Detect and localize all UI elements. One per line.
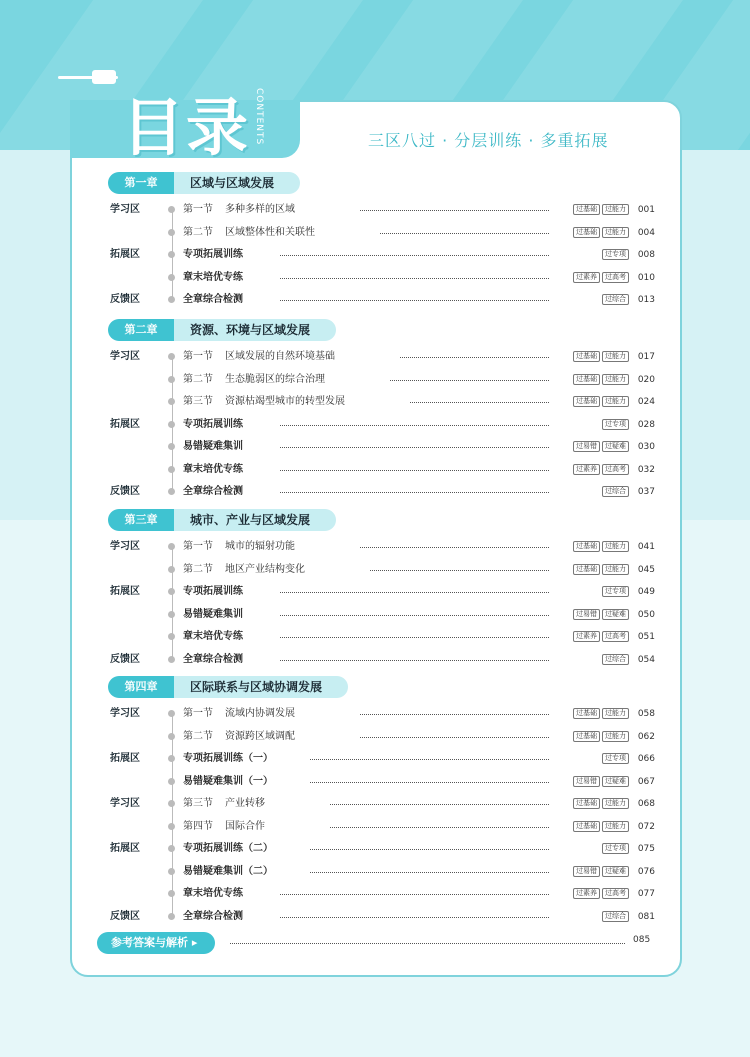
timeline-dot-icon: [168, 229, 175, 236]
zone-label: 拓展区: [110, 753, 140, 764]
page-number: 066: [637, 754, 655, 764]
toc-row[interactable]: [110, 818, 655, 836]
page-number: 067: [637, 776, 655, 787]
tag-group: [573, 464, 629, 476]
section-number: 第二节: [183, 730, 213, 742]
tag-group: [602, 294, 629, 306]
chapter-tab: 第二章: [108, 319, 174, 341]
level-tag: 过素养: [573, 888, 600, 899]
page-number: 081: [637, 911, 655, 922]
chapter-tab: 第四章: [108, 676, 174, 698]
section-label: [183, 863, 285, 881]
level-tag: 过基础: [573, 227, 600, 238]
level-tag: 过高考: [602, 464, 629, 475]
level-tag: 过基础: [573, 374, 600, 385]
dot-leader: [280, 637, 549, 638]
section-name: 多种多样的区域: [225, 204, 295, 215]
tag-group: [602, 419, 629, 431]
answer-page-number: 085: [633, 935, 651, 945]
toc-row[interactable]: [110, 348, 655, 366]
level-tag: 过素养: [573, 272, 600, 283]
section-label: [183, 840, 285, 858]
section-number: 第一节: [183, 708, 213, 719]
dot-leader: [410, 402, 549, 403]
dot-leader: [280, 615, 549, 616]
section-label: [183, 438, 255, 456]
page-number: 045: [637, 564, 655, 575]
zone-label: 学习区: [110, 204, 140, 215]
page-number: 024: [637, 397, 655, 407]
level-tag: 过高考: [602, 272, 629, 283]
section-name: 地区产业结构变化: [225, 563, 305, 575]
toc-row[interactable]: [110, 538, 655, 556]
tag-group: [573, 272, 629, 284]
toc-row[interactable]: [110, 583, 655, 601]
toc-row[interactable]: [110, 416, 655, 434]
dot-leader: [400, 357, 549, 358]
dot-leader: [280, 917, 549, 918]
page-number: 013: [637, 295, 655, 305]
level-tag: 过能力: [602, 564, 629, 575]
page-number: 050: [637, 609, 655, 620]
level-tag: 过能力: [602, 708, 629, 719]
section-label: [183, 628, 255, 646]
toc-row[interactable]: [110, 393, 655, 411]
dot-leader: [280, 894, 549, 895]
tag-group: [573, 609, 629, 621]
section-label: [183, 583, 255, 601]
zone-label: 拓展区: [110, 249, 140, 260]
section-number: 第四节: [183, 820, 213, 832]
tag-group: [602, 486, 629, 498]
tag-group: [602, 586, 629, 598]
section-label: [183, 750, 285, 768]
dot-leader: [310, 759, 549, 760]
section-label: [183, 705, 295, 723]
chapter-tab: 第三章: [108, 509, 174, 531]
level-tag: 过素养: [573, 631, 600, 642]
level-tag: 过综合: [602, 911, 629, 922]
tag-group: [573, 441, 629, 453]
answer-key-button[interactable]: 参考答案与解析 ▸: [97, 932, 215, 954]
section-number: 第三节: [183, 396, 213, 407]
section-label: [183, 606, 255, 624]
level-tag: 过素养: [573, 464, 600, 475]
level-tag: 过基础: [573, 731, 600, 742]
toc-row[interactable]: [110, 728, 655, 746]
timeline-dot-icon: [168, 296, 175, 303]
level-tag: 过疑难: [602, 609, 629, 620]
timeline-dot-icon: [168, 755, 175, 762]
zone-label: 拓展区: [110, 843, 140, 854]
toc-row[interactable]: [110, 438, 655, 456]
page-number: 028: [637, 419, 655, 430]
level-tag: 过高考: [602, 631, 629, 642]
timeline-dot-icon: [168, 611, 175, 618]
dot-leader: [280, 660, 549, 661]
chapter-title: 城市、产业与区域发展: [174, 509, 336, 531]
section-number: 专项拓展训练（一）: [183, 753, 273, 764]
tag-group: [573, 351, 629, 363]
section-label: [183, 561, 305, 579]
section-number: 专项拓展训练（二）: [183, 843, 273, 854]
toc-row[interactable]: [110, 863, 655, 881]
toc-row[interactable]: [110, 840, 655, 858]
toc-row[interactable]: [110, 908, 655, 926]
toc-row[interactable]: [110, 201, 655, 219]
toc-row[interactable]: [110, 651, 655, 669]
level-tag: 过综合: [602, 654, 629, 665]
toc-row[interactable]: [110, 628, 655, 646]
toc-row[interactable]: [110, 606, 655, 624]
timeline-dot-icon: [168, 488, 175, 495]
level-tag: 过基础: [573, 708, 600, 719]
timeline-dot-icon: [168, 421, 175, 428]
page-number: 076: [637, 866, 655, 877]
timeline-dot-icon: [168, 251, 175, 258]
section-number: 第二节: [183, 226, 213, 238]
page-number: 054: [637, 654, 655, 665]
section-name: 产业转移: [225, 798, 265, 809]
toc-row[interactable]: [110, 885, 655, 903]
page-title-en: CONTENTS: [254, 88, 264, 146]
section-label: [183, 246, 255, 264]
toc-row[interactable]: [110, 561, 655, 579]
zone-label: 反馈区: [110, 486, 140, 497]
dot-leader: [360, 714, 549, 715]
section-label: [183, 885, 255, 903]
level-tag: 过能力: [602, 351, 629, 362]
timeline-dot-icon: [168, 566, 175, 573]
level-tag: 过能力: [602, 541, 629, 552]
section-number: 专项拓展训练: [183, 418, 243, 430]
level-tag: 过能力: [602, 204, 629, 215]
tag-group: [602, 843, 629, 855]
section-number: 专项拓展训练: [183, 586, 243, 597]
dot-leader: [310, 782, 549, 783]
level-tag: 过基础: [573, 798, 600, 809]
level-tag: 过综合: [602, 294, 629, 305]
chapter-title: 区域与区域发展: [174, 172, 300, 194]
section-name: 区域整体性和关联性: [225, 226, 315, 238]
section-number: 第一节: [183, 204, 213, 215]
section-label: [183, 483, 255, 501]
tag-group: [573, 731, 629, 743]
section-label: [183, 291, 255, 309]
level-tag: 过高考: [602, 888, 629, 899]
section-number: 章末培优专练: [183, 888, 243, 899]
section-number: 第二节: [183, 373, 213, 385]
timeline-dot-icon: [168, 398, 175, 405]
chapter-title: 区际联系与区域协调发展: [174, 676, 348, 698]
dot-leader: [380, 233, 549, 234]
section-number: 第一节: [183, 541, 213, 552]
timeline-dot-icon: [168, 778, 175, 785]
section-number: 章末培优专练: [183, 271, 243, 283]
page-number: 010: [637, 272, 655, 283]
level-tag: 过能力: [602, 227, 629, 238]
dot-leader: [390, 380, 549, 381]
tag-group: [573, 396, 629, 408]
section-number: 全章综合检测: [183, 294, 243, 305]
toc-row[interactable]: [110, 795, 655, 813]
brand-logo-icon: [58, 70, 118, 84]
tag-group: [573, 821, 629, 833]
tag-group: [573, 631, 629, 643]
dot-leader: [280, 492, 549, 493]
tag-group: [602, 654, 629, 666]
page-number: 037: [637, 487, 655, 497]
tag-group: [602, 911, 629, 923]
zone-label: 学习区: [110, 708, 140, 719]
section-number: 第三节: [183, 798, 213, 809]
zone-label: 学习区: [110, 798, 140, 809]
level-tag: 过基础: [573, 396, 600, 407]
page-number: 017: [637, 352, 655, 362]
page-number: 072: [637, 821, 655, 832]
dot-leader: [360, 737, 549, 738]
toc-row[interactable]: [110, 246, 655, 264]
level-tag: 过疑难: [602, 776, 629, 787]
page-title: 目录: [122, 91, 251, 164]
section-name: 资源跨区域调配: [225, 730, 295, 742]
level-tag: 过基础: [573, 541, 600, 552]
dot-leader: [280, 255, 549, 256]
timeline-dot-icon: [168, 868, 175, 875]
timeline-dot-icon: [168, 588, 175, 595]
dot-leader: [280, 425, 549, 426]
level-tag: 过能力: [602, 821, 629, 832]
section-name: 生态脆弱区的综合治理: [225, 373, 325, 385]
level-tag: 过易错: [573, 866, 600, 877]
section-number: 专项拓展训练: [183, 249, 243, 260]
section-label: [183, 269, 255, 287]
page-number: 008: [637, 250, 655, 260]
chapter-tab: 第一章: [108, 172, 174, 194]
tag-group: [573, 708, 629, 720]
section-number: 第一节: [183, 351, 213, 362]
tag-group: [573, 204, 629, 216]
section-number: 第二节: [183, 563, 213, 575]
section-number: 易错疑难集训: [183, 608, 243, 620]
page-number: 077: [637, 889, 655, 899]
tag-group: [573, 541, 629, 553]
page-number: 051: [637, 632, 655, 642]
timeline-dot-icon: [168, 733, 175, 740]
timeline-dot-icon: [168, 633, 175, 640]
timeline-dot-icon: [168, 913, 175, 920]
section-number: 易错疑难集训（二）: [183, 865, 273, 877]
timeline-dot-icon: [168, 466, 175, 473]
level-tag: 过基础: [573, 204, 600, 215]
section-label: [183, 348, 335, 366]
tag-group: [573, 227, 629, 239]
timeline-dot-icon: [168, 800, 175, 807]
dot-leader: [330, 827, 549, 828]
timeline-dot-icon: [168, 656, 175, 663]
timeline-dot-icon: [168, 890, 175, 897]
level-tag: 过能力: [602, 731, 629, 742]
section-label: [183, 224, 315, 242]
toc-row[interactable]: [110, 483, 655, 501]
timeline-dot-icon: [168, 274, 175, 281]
section-name: 城市的辐射功能: [225, 541, 295, 552]
toc-row[interactable]: [110, 224, 655, 242]
page-number: 032: [637, 464, 655, 475]
dot-leader: [280, 592, 549, 593]
page-number: 062: [637, 731, 655, 742]
section-name: 流域内协调发展: [225, 708, 295, 719]
tag-group: [602, 753, 629, 765]
page-number: 049: [637, 587, 655, 597]
dot-leader: [230, 943, 625, 944]
page-number: 020: [637, 374, 655, 385]
timeline-dot-icon: [168, 376, 175, 383]
level-tag: 过易错: [573, 441, 600, 452]
timeline-dot-icon: [168, 823, 175, 830]
page-number: 075: [637, 844, 655, 854]
zone-label: 拓展区: [110, 586, 140, 597]
zone-label: 反馈区: [110, 653, 140, 665]
timeline-dot-icon: [168, 543, 175, 550]
section-number: 全章综合检测: [183, 653, 243, 665]
page-number: 068: [637, 799, 655, 809]
section-label: [183, 818, 265, 836]
timeline-dot-icon: [168, 206, 175, 213]
page-number: 041: [637, 542, 655, 552]
section-label: [183, 461, 255, 479]
section-number: 章末培优专练: [183, 631, 243, 642]
tag-group: [573, 374, 629, 386]
timeline-dot-icon: [168, 353, 175, 360]
section-number: 全章综合检测: [183, 910, 243, 922]
section-name: 资源枯竭型城市的转型发展: [225, 396, 345, 407]
section-label: [183, 651, 255, 669]
zone-label: 学习区: [110, 541, 140, 552]
section-label: [183, 371, 325, 389]
toc-row[interactable]: [110, 705, 655, 723]
section-label: [183, 416, 255, 434]
toc-row[interactable]: [110, 773, 655, 791]
dot-leader: [360, 547, 549, 548]
dot-leader: [360, 210, 549, 211]
level-tag: 过易错: [573, 776, 600, 787]
toc-row[interactable]: [110, 291, 655, 309]
timeline-dot-icon: [168, 845, 175, 852]
dot-leader: [330, 804, 549, 805]
toc-row[interactable]: [110, 750, 655, 768]
level-tag: 过专项: [602, 843, 629, 854]
tag-group: [573, 776, 629, 788]
page-number: 001: [637, 205, 655, 215]
page-number: 058: [637, 709, 655, 719]
toc-row[interactable]: [110, 371, 655, 389]
section-number: 易错疑难集训（一）: [183, 775, 273, 787]
dot-leader: [280, 470, 549, 471]
section-label: [183, 795, 265, 813]
level-tag: 过专项: [602, 753, 629, 764]
level-tag: 过疑难: [602, 441, 629, 452]
section-name: 国际合作: [225, 820, 265, 832]
page-number: 004: [637, 227, 655, 238]
dot-leader: [370, 570, 549, 571]
chapter-title: 资源、环境与区域发展: [174, 319, 336, 341]
level-tag: 过易错: [573, 609, 600, 620]
level-tag: 过专项: [602, 249, 629, 260]
zone-label: 反馈区: [110, 910, 140, 922]
level-tag: 过专项: [602, 586, 629, 597]
level-tag: 过综合: [602, 486, 629, 497]
section-label: [183, 538, 295, 556]
level-tag: 过专项: [602, 419, 629, 430]
dot-leader: [310, 849, 549, 850]
tag-group: [573, 866, 629, 878]
level-tag: 过基础: [573, 821, 600, 832]
zone-label: 反馈区: [110, 294, 140, 305]
toc-row[interactable]: [110, 461, 655, 479]
zone-label: 学习区: [110, 351, 140, 362]
tag-group: [573, 798, 629, 810]
timeline-dot-icon: [168, 710, 175, 717]
page-number: 030: [637, 442, 655, 452]
slogan: 三区八过 · 分层训练 · 多重拓展: [368, 131, 609, 150]
dot-leader: [280, 278, 549, 279]
zone-label: 拓展区: [110, 418, 140, 430]
section-number: 章末培优专练: [183, 463, 243, 475]
toc-row[interactable]: [110, 269, 655, 287]
tag-group: [573, 564, 629, 576]
section-label: [183, 773, 285, 791]
level-tag: 过基础: [573, 564, 600, 575]
tag-group: [602, 249, 629, 261]
timeline-dot-icon: [168, 443, 175, 450]
section-number: 全章综合检测: [183, 486, 243, 497]
section-name: 区域发展的自然环境基础: [225, 351, 335, 362]
section-label: [183, 728, 295, 746]
dot-leader: [280, 300, 549, 301]
section-label: [183, 393, 345, 411]
level-tag: 过能力: [602, 798, 629, 809]
dot-leader: [280, 447, 549, 448]
section-label: [183, 201, 295, 219]
level-tag: 过能力: [602, 396, 629, 407]
dot-leader: [310, 872, 549, 873]
tag-group: [573, 888, 629, 900]
level-tag: 过疑难: [602, 866, 629, 877]
section-number: 易错疑难集训: [183, 441, 243, 452]
section-label: [183, 908, 255, 926]
level-tag: 过能力: [602, 374, 629, 385]
level-tag: 过基础: [573, 351, 600, 362]
